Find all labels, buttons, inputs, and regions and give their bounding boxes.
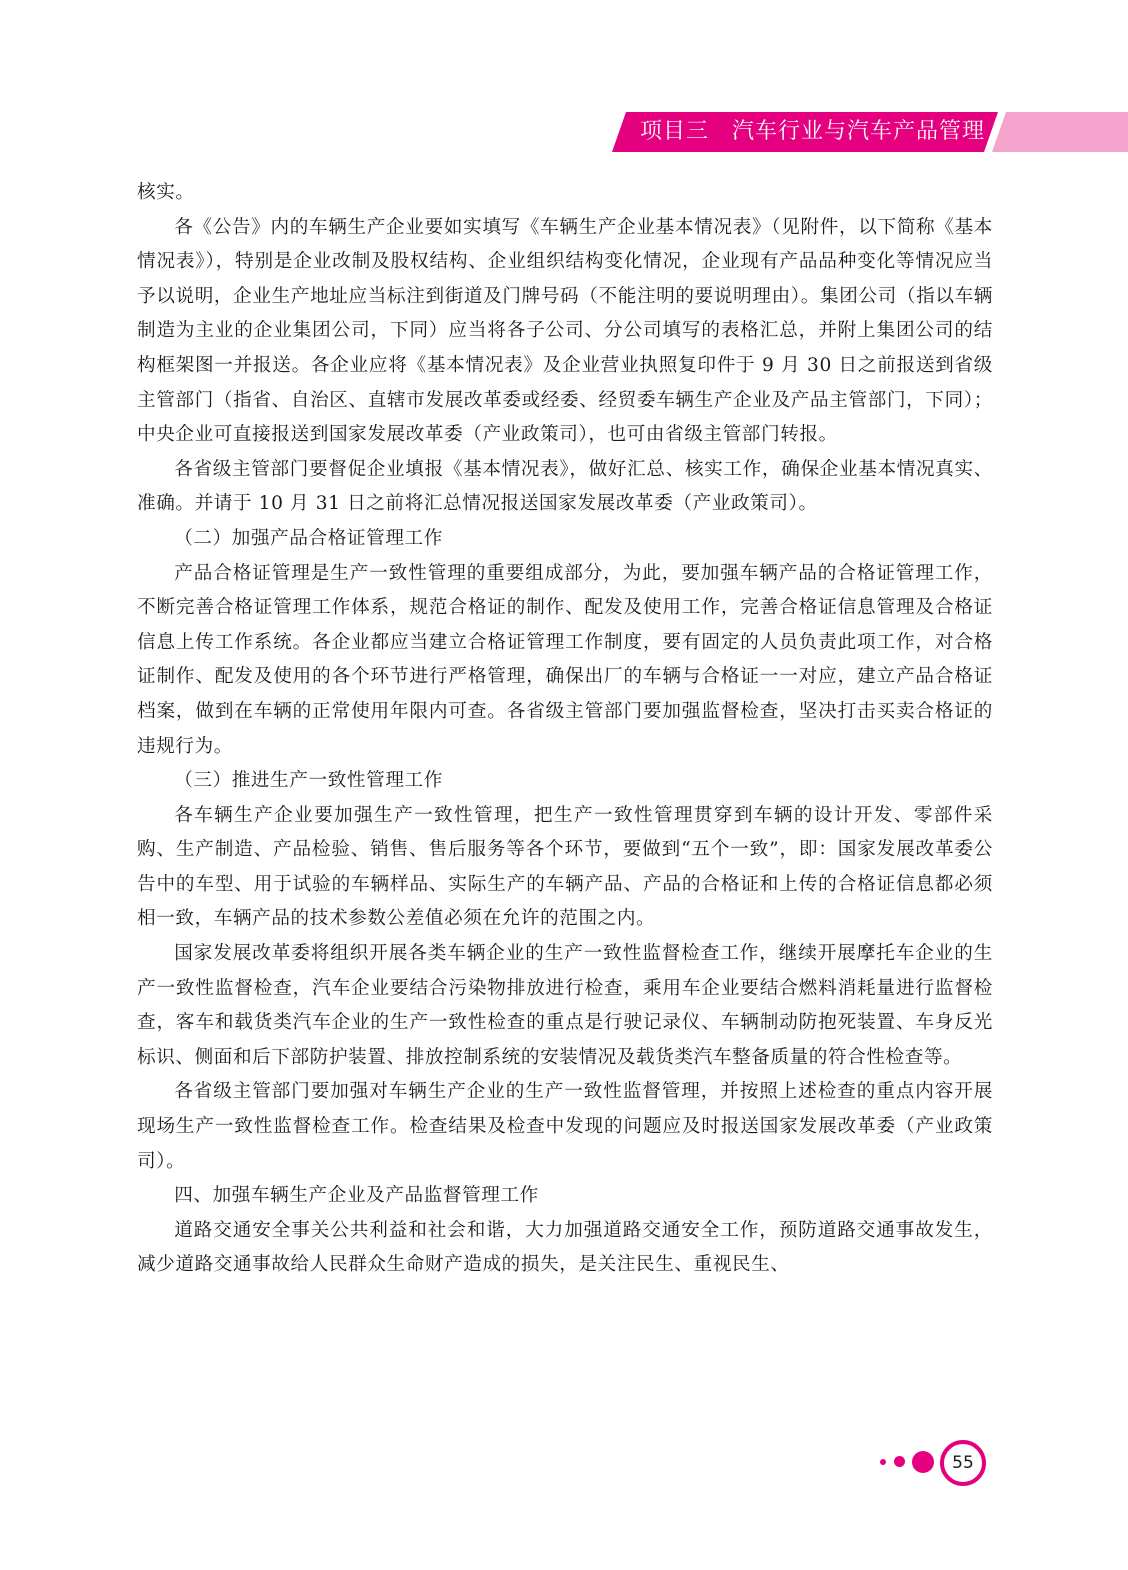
- page-body: [137, 176, 993, 1283]
- page-number: 55: [940, 1440, 986, 1486]
- decorative-dot-icon: [894, 1456, 905, 1467]
- section-heading: 四、加强车辆生产企业及产品监督管理工作: [174, 1185, 539, 1207]
- paragraph: 各《公告》内的车辆生产企业要如实填写《车辆生产企业基本情况表》（见附件，以下简称《基本情况表》），特别是企业改制及股权结构、企业组织结构变化情况，企业现有产品品种变化等情况应当予以说明，企业生产地址应当标注到街道及门牌号码（不能注明的要说明理由）。集团公司（指以车辆制造为主业的企业集团公司，下同）应当将各子公司、分公司填写的表格汇总，并附上集团公司的结构框架图一并报送。各企业应将《基本情况表》及企业营业执照复印件于 9 月 30 日之前报送到省级主管部门（指省、自治区、直辖市发展改革委或经委、经贸委车辆生产企业及产品主管部门，下同）；中央企业可直接报送到国家发展改革委（产业政策司），也可由省级主管部门转报。: [137, 216, 993, 446]
- running-header: [0, 112, 1128, 152]
- paragraph: 产品合格证管理是生产一致性管理的重要组成部分，为此，要加强车辆产品的合格证管理工作，不断完善合格证管理工作体系，规范合格证的制作、配发及使用工作，完善合格证信息管理及合格证信息上传工作系统。各企业都应当建立合格证管理工作制度，要有固定的人员负责此项工作，对合格证制作、配发及使用的各个环节进行严格管理，确保出厂的车辆与合格证一一对应，建立产品合格证档案，做到在车辆的正常使用年限内可查。各省级主管部门要加强监督检查，坚决打击买卖合格证的违规行为。: [137, 562, 993, 757]
- paragraph-continued: 核实。: [137, 182, 195, 203]
- paragraph: 各省级主管部门要督促企业填报《基本情况表》，做好汇总、核实工作，确保企业基本情况真实、准确。并请于 10 月 31 日之前将汇总情况报送国家发展改革委（产业政策司）。: [137, 458, 993, 515]
- paragraph: 国家发展改革委将组织开展各类车辆企业的生产一致性监督检查工作，继续开展摩托车企业的生产一致性监督检查，汽车企业要结合污染物排放进行检查，乘用车企业要结合燃料消耗量进行监督检查，客车和载货类汽车企业的生产一致性检查的重点是行驶记录仪、车辆制动防抱死装置、车身反光标识、侧面和后下部防护装置、排放控制系统的安装情况及载货类汽车整备质量的符合性检查等。: [137, 943, 993, 1068]
- section-heading: （二）加强产品合格证管理工作: [174, 527, 443, 549]
- paragraph: 各省级主管部门要加强对车辆生产企业的生产一致性监督管理，并按照上述检查的重点内容开展现场生产一致性监督检查工作。检查结果及检查中发现的问题应及时报送国家发展改革委（产业政策司）。: [137, 1081, 993, 1172]
- header-accent-stripe: [992, 112, 1128, 152]
- page-footer: [870, 1440, 1000, 1484]
- chapter-title: 项目三 汽车行业与汽车产品管理: [640, 119, 986, 144]
- paragraph: 道路交通安全事关公共利益和社会和谐，大力加强道路交通安全工作，预防道路交通事故发生，减少道路交通事故给人民群众生命财产造成的损失，是关注民生、重视民生、: [137, 1219, 993, 1276]
- section-heading: （三）推进生产一致性管理工作: [174, 770, 443, 792]
- paragraph: 各车辆生产企业要加强生产一致性管理，把生产一致性管理贯穿到车辆的设计开发、零部件采购、生产制造、产品检验、销售、售后服务等各个环节，要做到“五个一致”，即：国家发展改革委公告中的车型、用于试验的车辆样品、实际生产的车辆产品、产品的合格证和上传的合格证信息都必须相一致，车辆产品的技术参数公差值必须在允许的范围之内。: [137, 804, 993, 930]
- decorative-dot-icon: [880, 1459, 886, 1465]
- decorative-dot-icon: [912, 1451, 934, 1473]
